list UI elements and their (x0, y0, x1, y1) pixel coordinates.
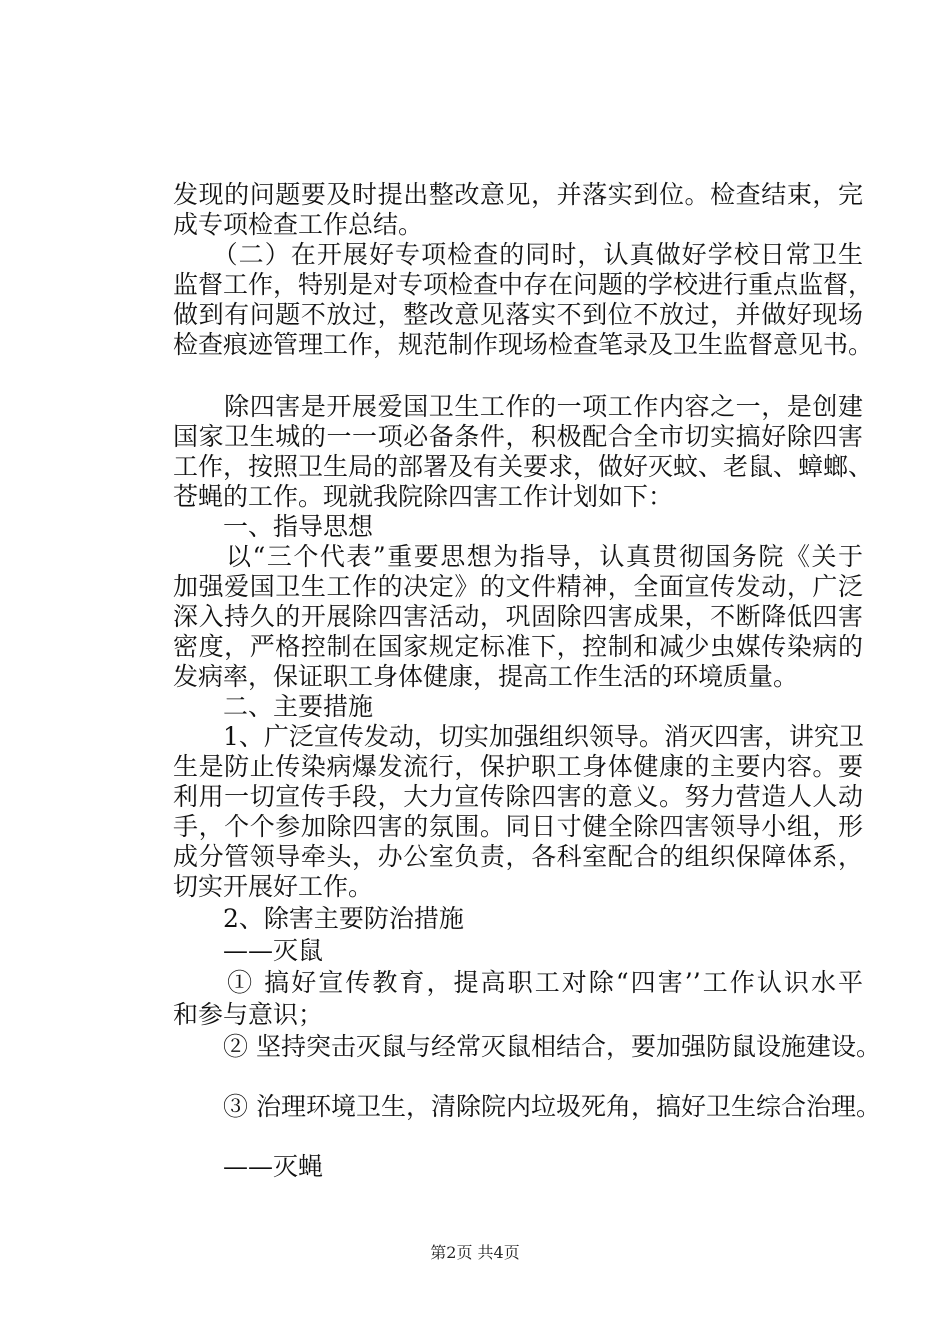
section-heading: 一、指导思想 (173, 512, 374, 541)
text-line: （二）在开展好专项检查的同时，认真做好学校日常卫生 (173, 240, 863, 269)
subsection-heading: ——灭蝇 (173, 1152, 324, 1181)
page-footer: 第2页 共4页 (430, 1243, 520, 1262)
text-line: 生是防止传染病爆发流行，保护职工身体健康的主要内容。要 (173, 752, 863, 781)
text-line: 成专项检查工作总结。 (173, 210, 424, 239)
text-line: 成分管领导牵头，办公室负责，各科室配合的组织保障体系， (173, 842, 863, 871)
text-line: 1、广泛宣传发动，切实加强组织领导。消灭四害，讲究卫 (173, 722, 864, 751)
text-line: 深入持久的开展除四害活动，巩固除四害成果，不断降低四害 (173, 602, 863, 631)
text-line: 工作，按照卫生局的部署及有关要求，做好灭蚊、老鼠、蟑螂、 (173, 452, 874, 481)
section-heading: 二、主要措施 (173, 692, 374, 721)
list-item: ③ 治理环境卫生，清除院内垃圾死角，搞好卫生综合治理。 (173, 1092, 881, 1121)
text-line: 检查痕迹管理工作，规范制作现场检查笔录及卫生监督意见书。 (173, 330, 874, 359)
text-line: 和参与意识； (173, 1000, 324, 1029)
text-line: 以“三个代表”重要思想为指导，认真贯彻国务院《关于 (173, 542, 863, 571)
text-line: 苍蝇的工作。现就我院除四害工作计划如下： (173, 482, 674, 511)
list-item: ① 搞好宣传教育，提高职工对除“四害’’工作认识水平 (173, 968, 863, 997)
text-line: 手，个个参加除四害的氛围。同日寸健全除四害领导小组，形 (173, 812, 863, 841)
section-heading: 2、除害主要防治措施 (173, 904, 464, 933)
text-line: 密度，严格控制在国家规定标准下，控制和减少虫媒传染病的 (173, 632, 863, 661)
text-line: 国家卫生城的一一项必备条件，积极配合全市切实搞好除四害 (173, 422, 863, 451)
text-line: 除四害是开展爱国卫生工作的一项工作内容之一，是创建 (173, 392, 863, 421)
list-item: ② 坚持突击灭鼠与经常灭鼠相结合，要加强防鼠设施建设。 (173, 1032, 881, 1061)
text-line: 切实开展好工作。 (173, 872, 374, 901)
subsection-heading: ——灭鼠 (173, 936, 324, 965)
text-line: 发现的问题要及时提出整改意见，并落实到位。检查结束，完 (173, 180, 863, 209)
text-line: 利用一切宣传手段，大力宣传除四害的意义。努力营造人人动 (173, 782, 863, 811)
text-line: 监督工作，特别是对专项检查中存在问题的学校进行重点监督， (173, 270, 874, 299)
text-line: 做到有问题不放过，整改意见落实不到位不放过，并做好现场 (173, 300, 863, 329)
text-line: 发病率，保证职工身体健康，提高工作生活的环境质量。 (173, 662, 799, 691)
text-line: 加强爱国卫生工作的决定》的文件精神，全面宣传发动，广泛 (173, 572, 863, 601)
